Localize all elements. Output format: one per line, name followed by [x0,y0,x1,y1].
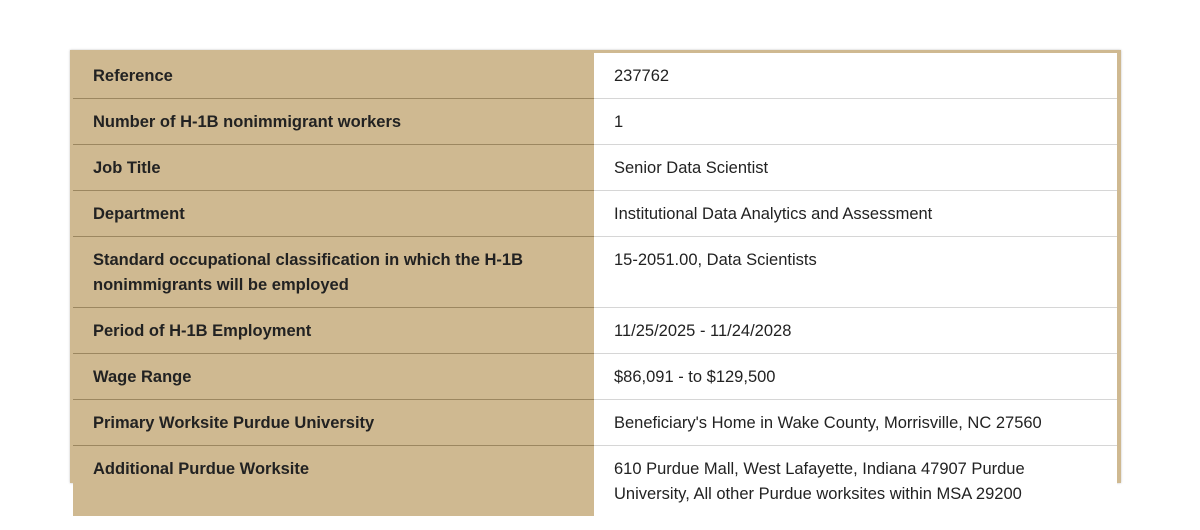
row-value-employment-period: 11/25/2025 - 11/24/2028 [594,308,1117,354]
row-value-worker-count: 1 [594,99,1117,145]
table-row [73,53,1117,99]
row-label-reference: Reference [73,53,594,99]
row-label-worker-count: Number of H-1B nonimmigrant workers [73,99,594,145]
row-value-reference: 237762 [594,53,1117,99]
row-label-employment-period: Period of H-1B Employment [73,308,594,354]
table-row [73,99,1117,145]
row-label-additional-worksite: Additional Purdue Worksite [73,446,594,517]
table-row [73,308,1117,354]
row-label-primary-worksite: Primary Worksite Purdue University [73,400,594,446]
row-value-job-title: Senior Data Scientist [594,145,1117,191]
h1b-info-table [73,53,1117,516]
table-row [73,400,1117,446]
table-row [73,354,1117,400]
row-label-job-title: Job Title [73,145,594,191]
row-value-department: Institutional Data Analytics and Assessment [594,191,1117,237]
row-value-wage-range: $86,091 - to $129,500 [594,354,1117,400]
h1b-info-table-frame [70,50,1121,503]
row-label-soc: Standard occupational classification in which the H-1B nonimmigrants will be employed [73,237,594,308]
table-row [73,446,1117,517]
row-value-primary-worksite: Beneficiary's Home in Wake County, Morrisville, NC 27560 [594,400,1117,446]
table-row [73,145,1117,191]
row-value-additional-worksite: 610 Purdue Mall, West Lafayette, Indiana 47907 Purdue University, All other Purdue worksites within MSA 29200 [594,446,1117,517]
table-row [73,237,1117,308]
table-row [73,191,1117,237]
row-label-wage-range: Wage Range [73,354,594,400]
row-value-soc: 15-2051.00, Data Scientists [594,237,1117,308]
row-label-department: Department [73,191,594,237]
